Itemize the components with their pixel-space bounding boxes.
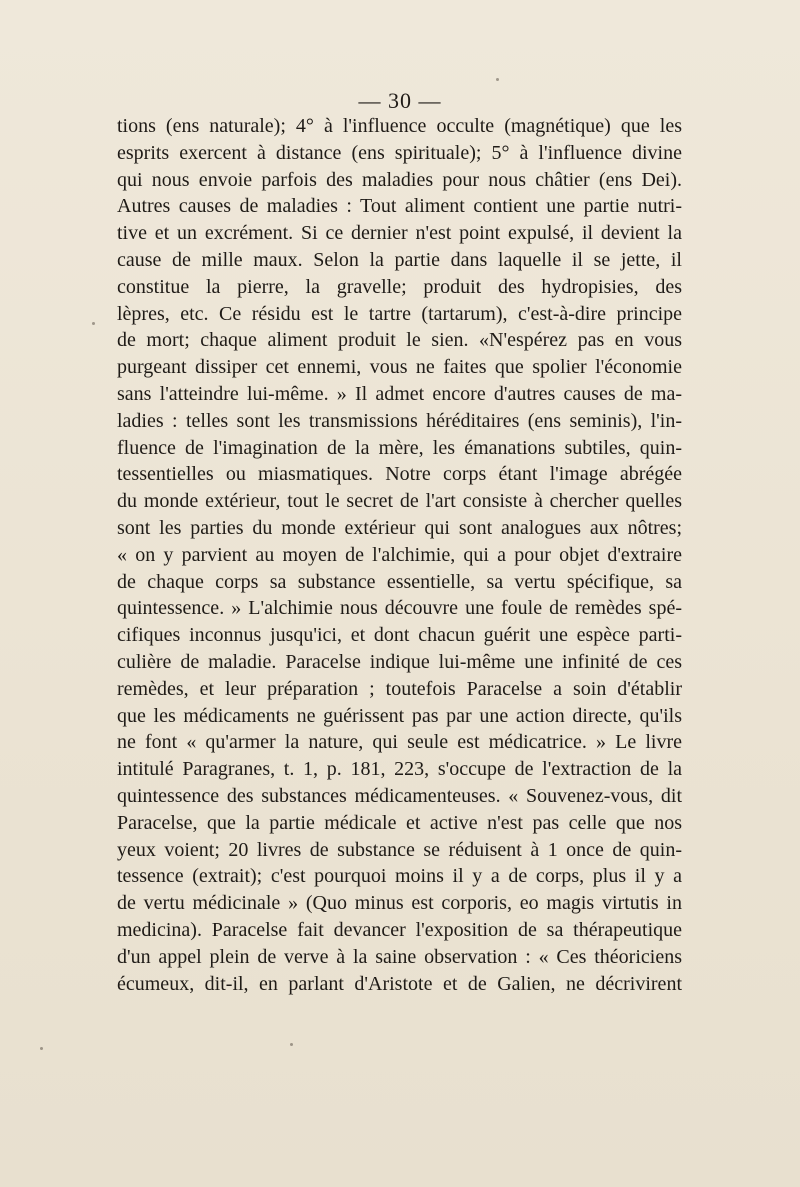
text-line: quintessence des substances médicamenteuses. « Souvenez-vous, dit: [117, 784, 682, 807]
text-line: purgeant dissiper cet ennemi, vous ne faites que spolier l'économie: [117, 356, 682, 379]
text-line: tions (ens naturale); 4° à l'influence occulte (magnétique) que les: [117, 115, 682, 137]
text-line: medicina). Paracelse fait devancer l'exposition de sa thérapeutique: [117, 918, 682, 941]
text-line: écumeux, dit-il, en parlant d'Aristote et de Galien, ne décrivirent: [117, 972, 682, 995]
text-line: sont les parties du monde extérieur qui sont analogues aux nôtres;: [117, 516, 682, 539]
page-number: — 30 —: [358, 88, 442, 113]
text-line: cifiques inconnus jusqu'ici, et dont chacun guérit une espèce parti-: [117, 624, 682, 647]
paper-speck: [40, 1047, 43, 1050]
text-line: « on y parvient au moyen de l'alchimie, qui a pour objet d'extraire: [117, 543, 682, 566]
text-line: intitulé Paragranes, t. 1, p. 181, 223, s'occupe de l'extraction de la: [117, 758, 682, 781]
text-line: esprits exercent à distance (ens spirituale); 5° à l'influence divine: [117, 141, 682, 164]
text-line: Autres causes de maladies : Tout aliment contient une partie nutri-: [117, 195, 682, 218]
text-line: de vertu médicinale » (Quo minus est corporis, eo magis virtutis in: [117, 892, 682, 915]
text-line: culière de maladie. Paracelse indique lui-même une infinité de ces: [117, 650, 682, 673]
text-line: constitue la pierre, la gravelle; produit des hydropisies, des: [117, 275, 682, 298]
text-line: ne font « qu'armer la nature, qui seule est médicatrice. » Le livre: [117, 731, 682, 754]
paper-speck: [496, 78, 499, 81]
text-line: que les médicaments ne guérissent pas par une action directe, qu'ils: [117, 704, 682, 727]
text-line: tessence (extrait); c'est pourquoi moins il y a de corps, plus il y a: [117, 865, 682, 888]
text-line: sans l'atteindre lui-même. » Il admet encore d'autres causes de ma-: [117, 382, 682, 405]
text-line: cause de mille maux. Selon la partie dans laquelle il se jette, il: [117, 248, 682, 271]
text-line: fluence de l'imagination de la mère, les émanations subtiles, quin-: [117, 436, 682, 459]
text-line: quintessence. » L'alchimie nous découvre une foule de remèdes spé-: [117, 597, 682, 620]
text-line: de mort; chaque aliment produit le sien. «N'espérez pas en vous: [117, 329, 682, 352]
body-text: [117, 113, 682, 997]
text-line: tive et un excrément. Si ce dernier n'est point expulsé, il devient la: [117, 222, 682, 245]
text-line: qui nous envoie parfois des maladies pour nous châtier (ens Dei).: [117, 168, 682, 191]
text-line: tessentielles ou miasmatiques. Notre corps étant l'image abrégée: [117, 463, 682, 486]
text-line: du monde extérieur, tout le secret de l'art consiste à chercher quelles: [117, 490, 682, 513]
text-line: yeux voient; 20 livres de substance se réduisent à 1 once de quin-: [117, 838, 682, 861]
paper-speck: [92, 322, 95, 325]
text-line: Paracelse, que la partie médicale et active n'est pas celle que nos: [117, 811, 682, 834]
text-line: lèpres, etc. Ce résidu est le tartre (tartarum), c'est-à-dire principe: [117, 302, 682, 325]
text-line: ladies : telles sont les transmissions héréditaires (ens seminis), l'in-: [117, 409, 682, 432]
paper-speck: [290, 1043, 293, 1046]
text-line: remèdes, et leur préparation ; toutefois Paracelse a soin d'établir: [117, 677, 682, 700]
text-line: d'un appel plein de verve à la saine observation : « Ces théoriciens: [117, 945, 682, 968]
text-line: de chaque corps sa substance essentielle, sa vertu spécifique, sa: [117, 570, 682, 593]
